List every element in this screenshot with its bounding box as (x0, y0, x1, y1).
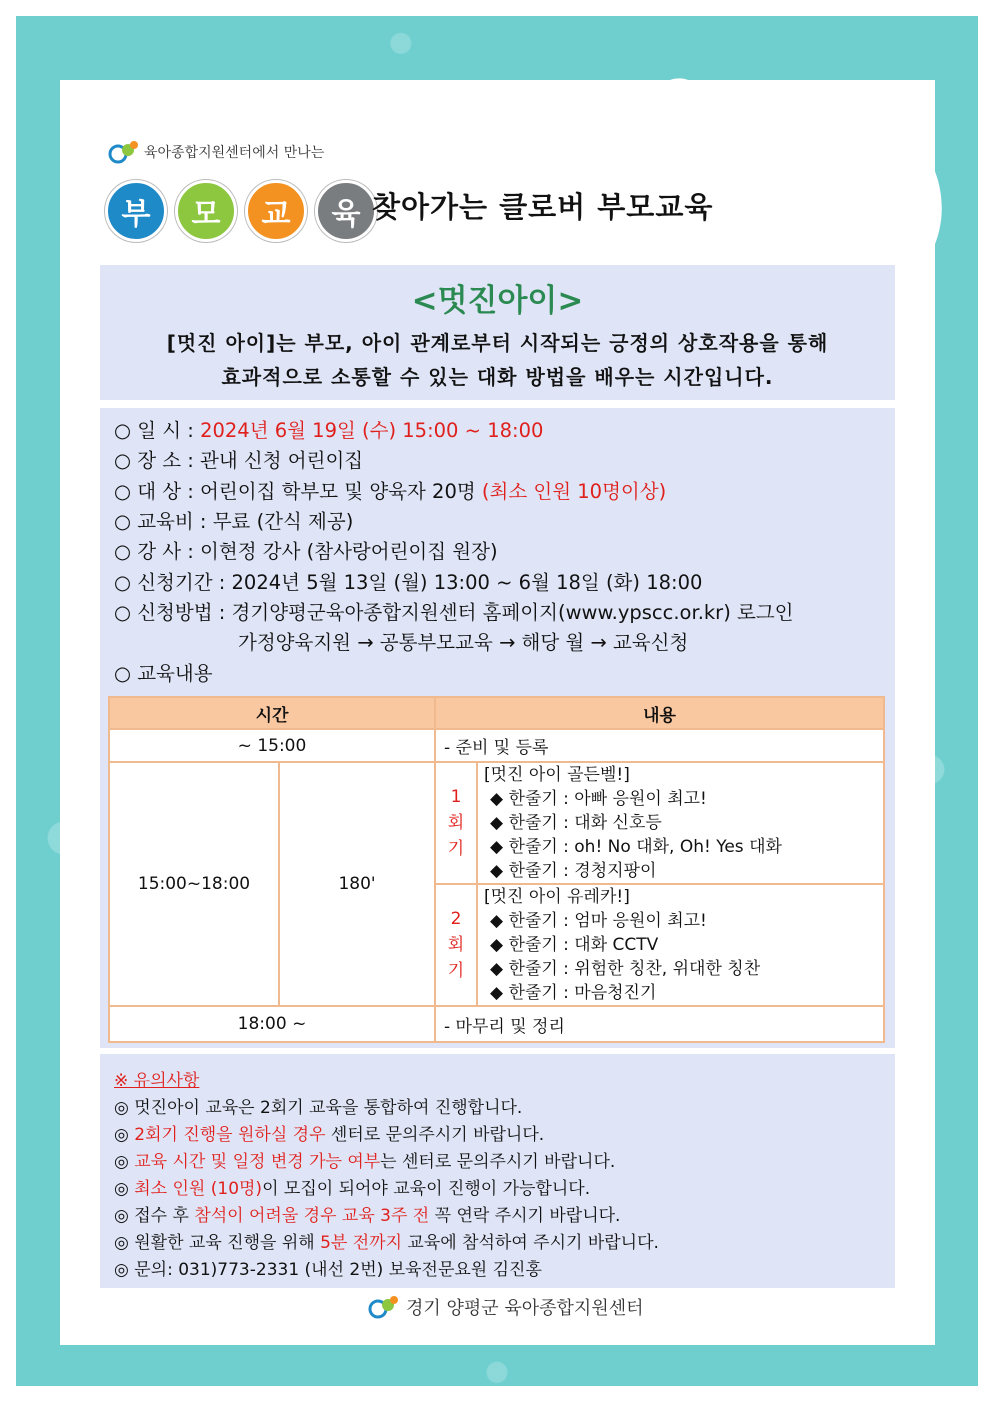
session-number-char: 회 (447, 935, 465, 955)
session-detail (477, 884, 884, 1006)
session-number-char: 기 (447, 961, 465, 981)
note-item (114, 1174, 590, 1199)
note-item (114, 1201, 620, 1226)
note-item: ◎ 문의: 031)773-2331 (내선 2번) 보육전문요원 김진홍 (114, 1260, 542, 1280)
column-header: 시간 (109, 697, 435, 729)
badge-row (105, 180, 377, 242)
session-item: ◆ 한줄기 : 경청지팡이 (490, 861, 657, 881)
content-label: ○ 교육내용 (114, 662, 213, 685)
note-bullet: ◎ (114, 1125, 135, 1145)
note-highlight: 참석이 어려울 경우 교육 3주 전 (194, 1206, 430, 1226)
session-title: [멋진 아이 골든벨!] (484, 765, 630, 785)
session-item: ◆ 한줄기 : 엄마 응원이 최고! (490, 911, 707, 931)
note-item: ◎ 멋진아이 교육은 2회기 교육을 통합하여 진행합니다. (114, 1098, 523, 1118)
time-cell: 15:00~18:00 (109, 762, 279, 1006)
column-header: 내용 (435, 697, 884, 729)
note-text: 는 센터로 문의주시기 바랍니다. (380, 1152, 616, 1172)
content-cell: - 마무리 및 정리 (435, 1006, 884, 1042)
intro-description (100, 326, 895, 394)
target-label: ○ 대 상 : 어린이집 학부모 및 양육자 20명 (114, 480, 482, 503)
badge-char: 부 (105, 180, 167, 242)
badge-char: 육 (315, 180, 377, 242)
session-detail (477, 762, 884, 884)
period-row: ○ 신청기간 : 2024년 5월 13일 (월) 13:00 ~ 6월 18일 (화) 18:00 (114, 571, 703, 594)
content-cell: - 준비 및 등록 (435, 729, 884, 762)
note-highlight: 최소 인원 (10명) (134, 1179, 263, 1199)
session-number-char: 2 (450, 909, 462, 929)
lecturer-row: ○ 강 사 : 이현정 강사 (참사랑어린이집 원장) (114, 540, 498, 563)
note-item (114, 1147, 615, 1172)
method-row: ○ 신청방법 : 경기양평군육아종합지원센터 홈페이지(www.ypscc.or.kr) 로그인 (114, 601, 794, 624)
target-row (114, 476, 666, 504)
schedule-table (108, 696, 885, 1043)
note-bullet: ◎ (114, 1152, 135, 1172)
method-path: 가정양육지원 → 공통부모교육 → 해당 월 → 교육신청 (238, 631, 689, 654)
note-highlight: 교육 시간 및 일정 변경 가능 여부 (134, 1152, 381, 1172)
date-value: 2024년 6월 19일 (수) 15:00 ~ 18:00 (200, 419, 544, 442)
date-row (114, 415, 543, 443)
note-item (114, 1228, 659, 1253)
place-row: ○ 장 소 : 관내 신청 어린이집 (114, 449, 364, 472)
session-item: ◆ 한줄기 : 대화 신호등 (490, 813, 662, 833)
session-item: ◆ 한줄기 : oh! No 대화, Oh! Yes 대화 (490, 837, 782, 857)
footer (368, 1293, 644, 1321)
note-highlight: 5분 전까지 (320, 1233, 402, 1253)
footer-org: 경기 양평군 육아종합지원센터 (406, 1298, 644, 1319)
intro-line: [멋진 아이]는 부모, 아이 관계로부터 시작되는 긍정의 상호작용을 통해 (166, 331, 829, 355)
target-note: (최소 인원 10명이상) (481, 480, 667, 503)
table-row (109, 762, 884, 884)
center-caption: 육아종합지원센터에서 만나는 (144, 145, 325, 161)
session-title: [멋진 아이 유레카!] (484, 887, 630, 907)
time-cell: 18:00 ~ (109, 1006, 435, 1042)
center-caption-line (108, 138, 324, 166)
notes-heading: ※ 유의사항 (114, 1071, 200, 1091)
session-number (435, 884, 477, 1006)
session-item: ◆ 한줄기 : 대화 CCTV (490, 935, 659, 955)
notes-box (100, 1054, 895, 1288)
session-number-char: 1 (450, 787, 462, 807)
time-cell: ~ 15:00 (109, 729, 435, 762)
note-highlight: 2회기 진행을 원하실 경우 (134, 1125, 326, 1145)
session-number (435, 762, 477, 884)
table-row (109, 729, 884, 762)
session-number-char: 기 (447, 839, 465, 859)
duration-cell: 180' (279, 762, 435, 1006)
clover-logo-icon (108, 138, 140, 166)
session-number-char: 회 (447, 813, 465, 833)
note-text: ◎ 원활한 교육 진행을 위해 (114, 1233, 321, 1253)
badge-char: 모 (175, 180, 237, 242)
note-text: 꼭 연락 주시기 바랍니다. (429, 1206, 621, 1226)
note-text: ◎ 접수 후 (114, 1206, 195, 1226)
note-text: 교육에 참석하여 주시기 바랍니다. (402, 1233, 659, 1253)
badge-char: 교 (245, 180, 307, 242)
note-text: 센터로 문의주시기 바랍니다. (325, 1125, 545, 1145)
info-box (100, 408, 895, 1048)
table-header-row (109, 697, 884, 729)
session-item: ◆ 한줄기 : 마음청진기 (490, 983, 657, 1003)
date-label: ○ 일 시 : (114, 419, 201, 442)
session-item: ◆ 한줄기 : 아빠 응원이 최고! (490, 789, 707, 809)
page-title: 찾아가는 클로버 부모교육 (372, 190, 714, 224)
table-row (109, 1006, 884, 1042)
intro-box (100, 265, 895, 400)
session-item: ◆ 한줄기 : 위험한 칭찬, 위대한 칭찬 (490, 959, 761, 979)
program-name: <멋진아이> (411, 283, 584, 319)
note-text: 이 모집이 되어야 교육이 진행이 가능합니다. (262, 1179, 591, 1199)
intro-line: 효과적으로 소통할 수 있는 대화 방법을 배우는 시간입니다. (221, 365, 774, 389)
clover-logo-icon (368, 1293, 400, 1321)
note-bullet: ◎ (114, 1179, 135, 1199)
note-item (114, 1120, 544, 1145)
fee-row: ○ 교육비 : 무료 (간식 제공) (114, 510, 354, 533)
